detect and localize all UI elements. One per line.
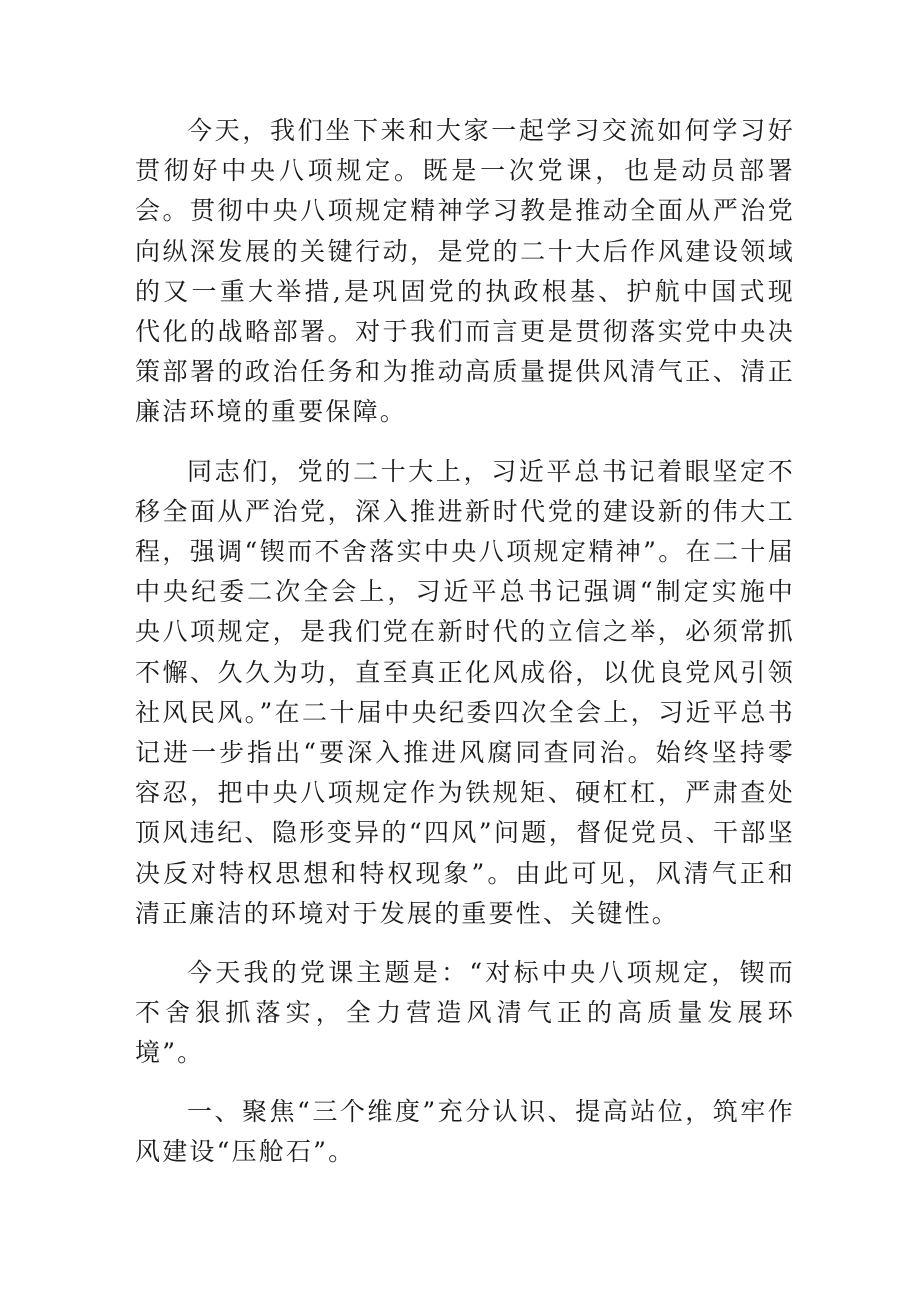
paragraph-theme: 今天我的党课主题是：“对标中央八项规定，锲而不舍狠抓落实，全力营造风清气正的高质量发展环境”。 [135,958,795,1068]
paragraph-intro: 今天，我们坐下来和大家一起学习交流如何学习好贯彻好中央八项规定。既是一次党课，也是动员部署会。贯彻中央八项规定精神学习教是推动全面从严治党向纵深发展的关键行动，是党的二十大后作风建设领域的又一重大举措,是巩固党的执政根基、护航中国式现代化的战略部署。对于我们而言更是贯彻落实党中央决策部署的政治任务和为推动高质量提供风清气正、清正廉洁环境的重要保障。 [135,116,795,427]
section-heading-1: 一、聚焦“三个维度”充分认识、提高站位，筑牢作风建设“压舱石”。 [135,1096,795,1166]
document-body [135,111,795,1172]
paragraph-comrades: 同志们，党的二十大上，习近平总书记着眼坚定不移全面从严治党，深入推进新时代党的建设新的伟大工程，强调“锲而不舍落实中央八项规定精神”。在二十届中央纪委二次全会上，习近平总书记强调“制定实施中央八项规定，是我们党在新时代的立信之举，必须常抓不懈、久久为功，直至真正化风成俗，以优良党风引领社风民风。”在二十届中央纪委四次全会上，习近平总书记进一步指出“要深入推进风腐同查同治。始终坚持零容忍，把中央八项规定作为铁规矩、硬杠杠，严肃查处顶风违纪、隐形变异的“四风”问题，督促党员、干部坚决反对特权思想和特权现象”。由此可见，风清气正和清正廉洁的环境对于发展的重要性、关键性。 [135,456,795,928]
